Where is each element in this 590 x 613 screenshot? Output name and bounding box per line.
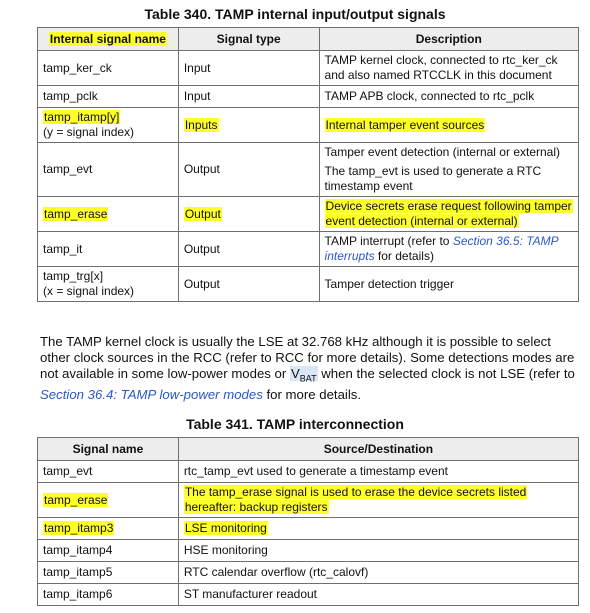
table-row xyxy=(38,86,579,108)
signal-type-cell: Input xyxy=(178,86,319,108)
table-row xyxy=(38,143,579,197)
table-340 xyxy=(37,27,579,302)
signal-name-cell: tamp_trg[x] (x = signal index) xyxy=(38,267,179,302)
signal-name-cell: tamp_erase xyxy=(38,197,179,232)
table-row xyxy=(38,483,579,518)
source-destination-cell: rtc_tamp_evt used to generate a timestamp event xyxy=(178,461,578,483)
table-341 xyxy=(37,437,579,606)
source-destination-cell: RTC calendar overflow (rtc_calovf) xyxy=(178,562,578,584)
table-header-row xyxy=(38,28,579,51)
section-36-4-link[interactable]: Section 36.4: TAMP low-power modes xyxy=(40,386,263,402)
signal-type-cell: Output xyxy=(178,197,319,232)
signal-type-cell: Output xyxy=(178,232,319,267)
table-row xyxy=(38,197,579,232)
signal-name-cell: tamp_ker_ck xyxy=(38,51,179,86)
signal-name-cell: tamp_evt xyxy=(38,143,179,197)
table-row xyxy=(38,461,579,483)
table-row xyxy=(38,232,579,267)
column-header-signal-type: Signal type xyxy=(178,28,319,51)
signal-name-cell: tamp_erase xyxy=(38,483,179,518)
signal-name-cell: tamp_pclk xyxy=(38,86,179,108)
table-header-row xyxy=(38,438,579,461)
description-cell: Tamper detection trigger xyxy=(319,267,578,302)
body-paragraph: The TAMP kernel clock is usually the LSE at 32.768 kHz although it is possible to select other clock sources in the RCC (refer to RCC for more details). Some detections modes are not available in some low-power modes or $V_{BAT}$ when the selected clock is not LSE (refer to Section 36.4: TAMP low-power modes for more details. xyxy=(40,334,575,402)
table-row xyxy=(38,562,579,584)
signal-type-cell: Input xyxy=(178,51,319,86)
description-cell: TAMP interrupt (refer to Section 36.5: TAMP interrupts for details) xyxy=(319,232,578,267)
source-destination-cell: HSE monitoring xyxy=(178,540,578,562)
signal-name-cell: tamp_itamp5 xyxy=(38,562,179,584)
description-cell: TAMP APB clock, connected to rtc_pclk xyxy=(319,86,578,108)
source-destination-cell: ST manufacturer readout xyxy=(178,584,578,606)
table-row xyxy=(38,51,579,86)
column-header-signal-name: Signal name xyxy=(38,438,179,461)
source-destination-cell: The tamp_erase signal is used to erase the device secrets listed hereafter: backup registers xyxy=(178,483,578,518)
signal-name-cell: tamp_itamp4 xyxy=(38,540,179,562)
table-row xyxy=(38,584,579,606)
section-36-5-link[interactable]: Section 36.5: TAMP interrupts xyxy=(324,234,559,263)
signal-type-cell: Output xyxy=(178,143,319,197)
column-header-signal-name: Internal signal name xyxy=(38,28,179,51)
signal-name-cell: tamp_evt xyxy=(38,461,179,483)
signal-type-cell: Inputs xyxy=(178,108,319,143)
table-row xyxy=(38,267,579,302)
description-cell: Tamper event detection (internal or external) The tamp_evt is used to generate a RTC timestamp event xyxy=(319,143,578,197)
vbat-term: $V_{BAT}$ xyxy=(290,366,317,384)
table-row xyxy=(38,540,579,562)
column-header-description: Description xyxy=(319,28,578,51)
signal-type-cell: Output xyxy=(178,267,319,302)
table-row xyxy=(38,518,579,540)
description-cell: Device secrets erase request following tamper event detection (internal or external) xyxy=(319,197,578,232)
column-header-source-destination: Source/Destination xyxy=(178,438,578,461)
signal-name-cell: tamp_itamp6 xyxy=(38,584,179,606)
table-row xyxy=(38,108,579,143)
table-341-caption: Table 341. TAMP interconnection xyxy=(186,416,404,432)
description-cell: Internal tamper event sources xyxy=(319,108,578,143)
signal-name-cell: tamp_it xyxy=(38,232,179,267)
source-destination-cell: LSE monitoring xyxy=(178,518,578,540)
signal-name-cell: tamp_itamp3 xyxy=(38,518,179,540)
table-340-caption: Table 340. TAMP internal input/output signals xyxy=(144,6,446,22)
description-cell: TAMP kernel clock, connected to rtc_ker_ck and also named RTCCLK in this document xyxy=(319,51,578,86)
signal-name-cell: tamp_itamp[y] (y = signal index) xyxy=(38,108,179,143)
